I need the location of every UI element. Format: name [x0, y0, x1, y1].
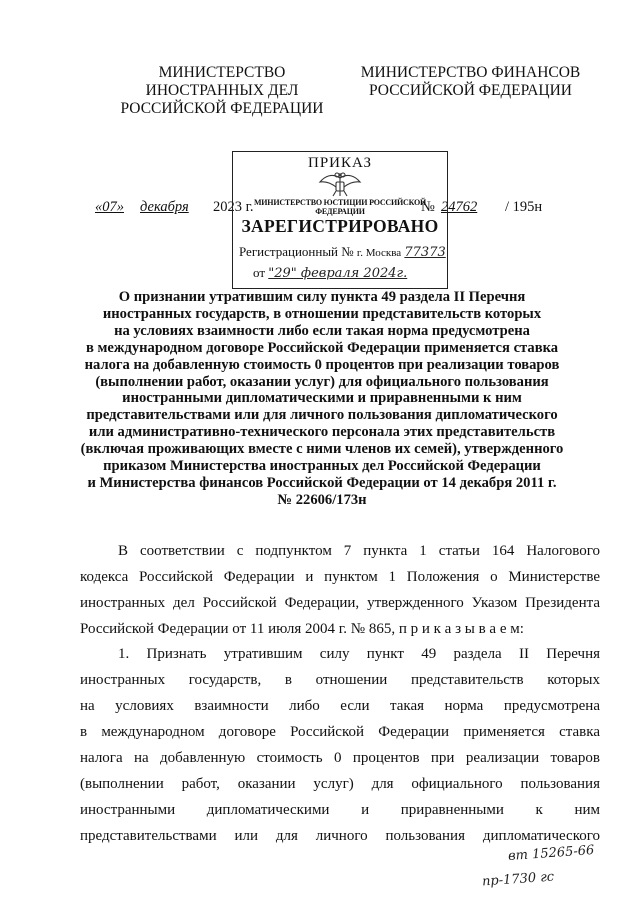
title-line: налога на добавленную стоимость 0 процентов при реализации товаров: [84, 356, 560, 373]
title-line: в международном договоре Российской Федерации применяется ставка: [85, 339, 559, 356]
title-line: или административно-технического персонала этих представительств: [88, 424, 556, 441]
title-line: № 22606/173н: [277, 491, 367, 508]
paragraph-line: Российской Федерации от 11 июля 2004 г. № 865, п р и к а з ы в а е м:: [80, 621, 524, 637]
title-line: (выполнении работ, оказании услуг) для официального пользования: [95, 373, 549, 390]
stamp-reg-number: 77373: [404, 245, 446, 260]
stamp-reg-date: "29" февраля 2024г.: [268, 266, 408, 281]
paragraph-line: В соответствии с подпунктом 7 пункта 1 статьи 164 Налогового: [118, 543, 600, 559]
handwritten-note: вт 15265-66: [507, 843, 595, 864]
paragraph-line: налога на добавленную стоимость 0 процентов при реализации товаров: [80, 750, 600, 766]
stamp-registration-date-line: [253, 265, 443, 281]
title-line: иностранных государств, в отношении представительств которых: [102, 305, 542, 322]
stamp-ministry-name: МИНИСТЕРСТВО ЮСТИЦИИ РОССИЙСКОЙ ФЕДЕРАЦИИ: [253, 198, 427, 216]
paragraph-line: на условиях взаимности либо если такая норма предусмотрена: [80, 698, 600, 714]
clause-1-paragraph: [80, 641, 600, 849]
stamp-prikaz-label: ПРИКАЗ: [308, 155, 372, 171]
header-right-line: МИНИСТЕРСТВО ФИНАНСОВ: [360, 64, 581, 81]
paragraph-line: иностранных государств, в отношении представительств которых: [80, 672, 600, 688]
order-month: декабря: [140, 199, 189, 215]
title-line: представительствами или для личного пользования дипломатического: [86, 407, 558, 424]
stamp-date-prefix: от: [253, 265, 266, 280]
handwritten-note: пр-1730 гс: [481, 869, 555, 890]
header-left-line: МИНИСТЕРСТВО: [158, 64, 286, 81]
title-line: и Министерства финансов Российской Федерации от 14 декабря 2011 г.: [87, 474, 557, 491]
order-year: 2023 г.: [213, 199, 254, 215]
stamp-registered-label: ЗАРЕГИСТРИРОВАНО: [241, 216, 439, 236]
paragraph-line: (выполнении работ, оказании услуг) для официального пользования: [80, 776, 600, 792]
header-right-line: РОССИЙСКОЙ ФЕДЕРАЦИИ: [369, 82, 572, 99]
stamp-city: г. Москва: [356, 247, 402, 259]
order-number-mid: 24762: [441, 199, 478, 215]
title-line: на условиях взаимности либо если такая норма предусмотрена: [114, 322, 530, 339]
paragraph-line: иностранными дипломатическими и приравненными к ним: [80, 802, 600, 818]
coat-of-arms-emblem: [317, 170, 363, 198]
paragraph-line: в международном договоре Российской Федерации применяется ставка: [80, 724, 600, 740]
registration-stamp: [232, 151, 448, 289]
paragraph-line: представительствами или для личного пользования дипломатического: [80, 828, 600, 844]
header-left-line: РОССИЙСКОЙ ФЕДЕРАЦИИ: [120, 100, 324, 117]
header-left-line: ИНОСТРАННЫХ ДЕЛ: [145, 82, 299, 99]
order-number-mf: / 195н: [505, 199, 543, 215]
order-number-sign: №: [421, 199, 435, 215]
title-line: иностранными дипломатическими и приравненными к ним: [122, 390, 522, 407]
document-title: [80, 289, 564, 509]
title-line: (включая проживающих вместе с ними членов их семей), утвержденного: [80, 441, 564, 458]
paragraph-line: кодекса Российской Федерации и пунктом 1 Положения о Министерстве: [80, 569, 600, 585]
stamp-registration-number-line: [239, 244, 446, 260]
title-line: приказом Министерства иностранных дел Российской Федерации: [103, 458, 541, 475]
title-line: О признании утратившим силу пункта 49 раздела II Перечня: [118, 289, 526, 305]
stamp-reg-label: Регистрационный №: [239, 244, 354, 259]
header-right-ministry: [348, 64, 593, 100]
header-left-ministry: [102, 64, 342, 118]
preamble-paragraph: [80, 538, 600, 642]
paragraph-line: 1. Признать утратившим силу пункт 49 раздела II Перечня: [118, 646, 600, 662]
paragraph-line: иностранных дел Российской Федерации, утвержденного Указом Президента: [80, 595, 600, 611]
order-day: «07»: [95, 199, 124, 215]
